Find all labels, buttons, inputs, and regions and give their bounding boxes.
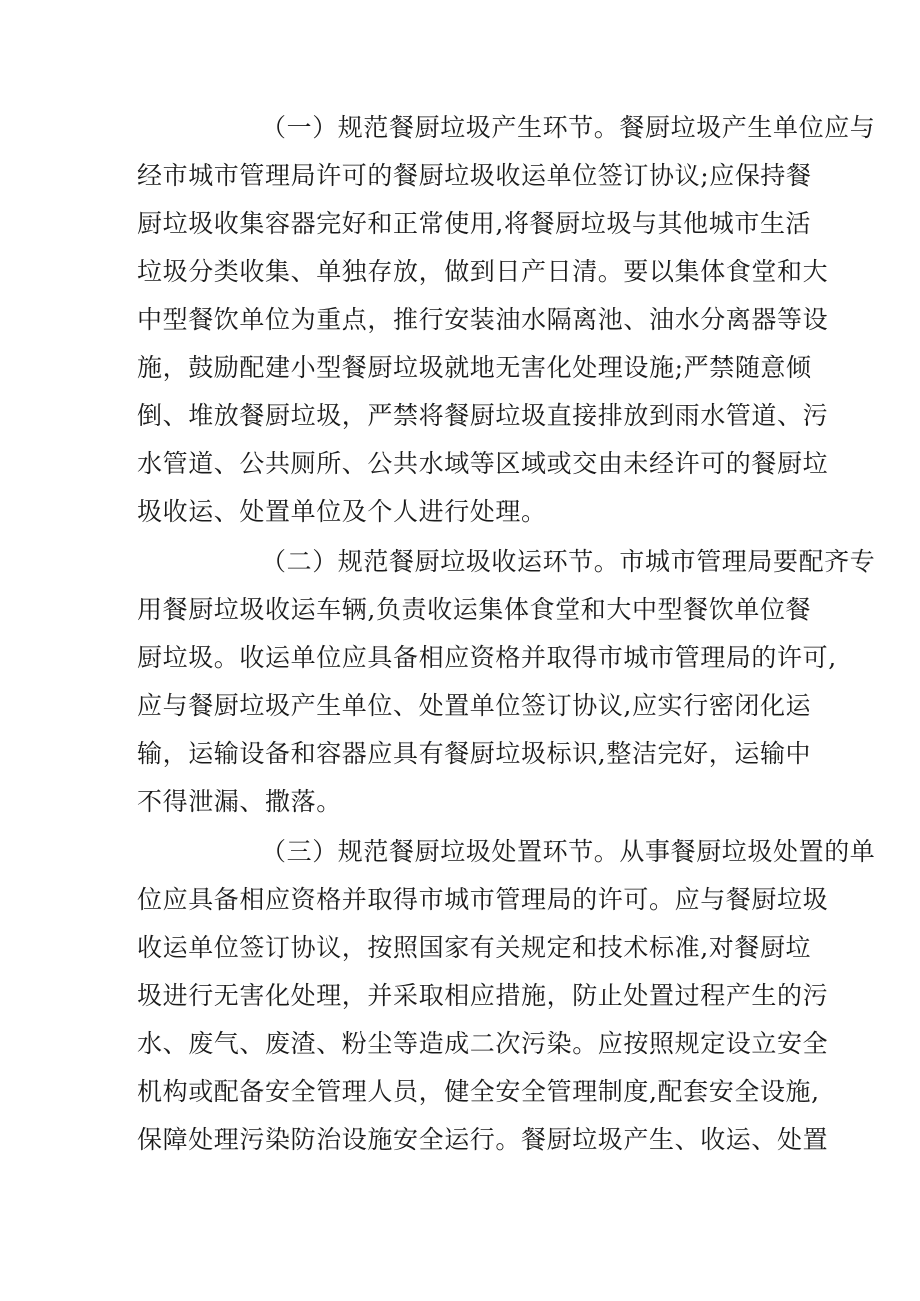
text-line: 经市城市管理局许可的餐厨垃圾收运单位签订协议;应保持餐: [137, 161, 812, 190]
text-line: 机构或配备安全管理人员，健全安全管理制度,配套安全设施,: [137, 1077, 820, 1106]
text-line: 不得泄漏、撒落。: [137, 787, 342, 816]
text-line: （二）规范餐厨垃圾收运环节。市城市管理局要配齐专: [261, 547, 876, 576]
paragraph-collection-transport: [137, 538, 876, 826]
document-body: [137, 104, 876, 1166]
text-line: 厨垃圾。收运单位应具备相应资格并取得市城市管理局的许可,: [137, 643, 837, 672]
text-line: 收运单位签订协议，按照国家有关规定和技术标准,对餐厨垃: [137, 933, 812, 962]
text-line: （一）规范餐厨垃圾产生环节。餐厨垃圾产生单位应与: [261, 113, 876, 142]
text-line: 厨垃圾收集容器完好和正常使用,将餐厨垃圾与其他城市生活: [137, 209, 812, 238]
text-line: 位应具备相应资格并取得市城市管理局的许可。应与餐厨垃圾: [137, 885, 829, 914]
text-line: 保障处理污染防治设施安全运行。餐厨垃圾产生、收运、处置: [137, 1125, 829, 1154]
text-line: 倒、堆放餐厨垃圾，严禁将餐厨垃圾直接排放到雨水管道、污: [137, 401, 829, 430]
text-line: 中型餐饮单位为重点，推行安装油水隔离池、油水分离器等设: [137, 305, 829, 334]
text-line: 水、废气、废渣、粉尘等造成二次污染。应按照规定设立安全: [137, 1029, 829, 1058]
text-line: 垃圾分类收集、单独存放，做到日产日清。要以集体食堂和大: [137, 257, 829, 286]
text-line: 圾收运、处置单位及个人进行处理。: [137, 497, 547, 526]
text-line: （三）规范餐厨垃圾处置环节。从事餐厨垃圾处置的单: [261, 837, 876, 866]
text-line: 输，运输设备和容器应具有餐厨垃圾标识,整洁完好，运输中: [137, 739, 812, 768]
text-line: 圾进行无害化处理，并采取相应措施，防止处置过程产生的污: [137, 981, 829, 1010]
text-line: 用餐厨垃圾收运车辆,负责收运集体食堂和大中型餐饮单位餐: [137, 595, 812, 624]
text-line: 应与餐厨垃圾产生单位、处置单位签订协议,应实行密闭化运: [137, 691, 812, 720]
paragraph-disposal: [137, 828, 876, 1164]
text-line: 水管道、公共厕所、公共水域等区域或交由未经许可的餐厨垃: [137, 449, 829, 478]
paragraph-generation: [137, 104, 876, 536]
text-line: 施，鼓励配建小型餐厨垃圾就地无害化处理设施;严禁随意倾: [137, 353, 812, 382]
